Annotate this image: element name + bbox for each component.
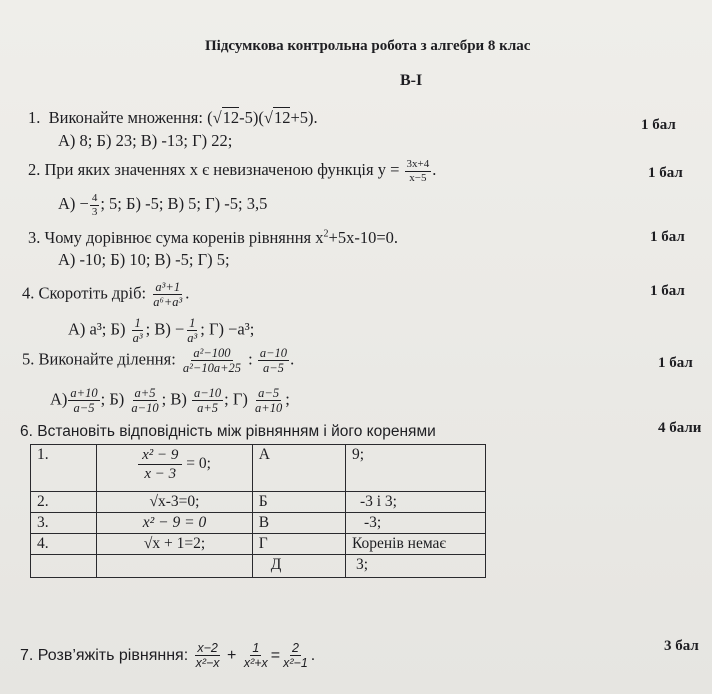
answers-5 [50,386,290,416]
fraction-denominator: x²−1 [283,656,308,671]
fraction-denominator: a−10 [131,401,159,416]
divisor-fraction [258,346,289,376]
question-number: 4. [22,283,35,303]
fraction-numerator: a−5 [258,386,280,400]
question-fraction [151,280,184,310]
points-2: 1 бал [648,165,683,181]
matching-table [30,444,486,578]
fraction-numerator: 2 [291,641,299,655]
fraction-denominator: a+5 [197,401,219,416]
question-text-end: . [310,647,316,665]
question-text-end: . [290,349,295,369]
answer-prefix: А) a³; Б) [68,319,126,339]
exponent: 2 [323,228,329,240]
question-text-end: +5). [290,108,318,127]
answer-label: ; В) [161,389,187,409]
letter-cell: Г [252,534,345,555]
fraction-numerator: x−2 [197,641,218,655]
variant-label: В-І [400,72,423,89]
question-text: Виконайте ділення: [38,349,176,369]
fraction-numerator: 4 [91,192,98,204]
table-row [31,534,486,555]
fraction-denominator: a³ [132,331,143,346]
points-1: 1 бал [641,117,676,133]
fraction-numerator: 3x+4 [406,158,430,170]
question-3 [28,228,398,248]
fraction-denominator: 3 [91,205,98,218]
fraction-denominator: a−5 [73,401,95,416]
plus-sign: + [227,647,237,665]
answer-fraction [253,386,284,416]
row-number: 3. [31,513,97,534]
table-row [31,492,486,513]
fraction-numerator: a³+1 [155,280,181,294]
fraction-numerator: a−10 [259,346,288,360]
question-text: Скоротіть дріб: [38,283,147,303]
answers-4 [68,316,254,346]
question-4 [22,280,189,310]
fraction-denominator: x²−x [195,656,220,671]
dividend-fraction [181,346,243,376]
sqrt-sign: √ [212,108,222,127]
root-cell: Коренів немає [345,534,485,555]
answer-label: ; Г) [224,389,248,409]
division-sign: : [248,349,253,369]
equation-tail: = 0; [186,455,211,473]
equation-cell: √x + 1=2; [97,534,252,555]
answer-fraction [185,316,199,346]
sqrt-radicand: 12 [222,108,240,127]
answer-middle: ; В) − [145,319,185,339]
root-cell: 3; [345,555,485,578]
root-cell: -3 і 3; [345,492,485,513]
table-row [31,555,486,578]
question-number: 2. [28,159,41,179]
page-title: Підсумкова контрольна робота з алгебри 8 клас [205,38,531,54]
question-text: Чому дорівнює сума коренів рівняння x [44,228,324,247]
points-5: 1 бал [658,355,693,371]
fraction-denominator: a−5 [263,361,284,376]
answers-1: А) 8; Б) 23; В) -13; Г) 22; [58,131,233,150]
fraction-denominator: a³ [187,331,198,346]
question-text-end: . [432,159,437,179]
answer-fraction [68,386,99,416]
fraction-numerator: 1 [252,641,260,655]
question-text-mid: -5)( [239,108,264,127]
question-text: При яких значеннях x є невизначеною функція y = [44,159,400,179]
points-7: 3 бал [664,638,699,654]
answers-2 [58,192,267,218]
equation-cell: x² − 9 = 0 [97,513,252,534]
letter-cell: Б [252,492,345,513]
answer-label: А) [50,389,68,409]
question-number: 3. [28,228,41,247]
question-text-end: +5x-10=0. [328,228,399,247]
answer-end: ; [285,389,290,409]
answer-rest: ; 5; Б) -5; В) 5; Г) -5; 3,5 [100,193,268,213]
equation-fraction [281,641,310,671]
answer-fraction [129,386,160,416]
question-5 [22,346,294,376]
table-row [31,513,486,534]
equation-fraction [138,446,182,483]
points-4: 1 бал [650,283,685,299]
root-cell: -3; [345,513,485,534]
equals-sign: = [270,647,281,665]
root-cell: 9; [345,445,485,492]
points-6: 4 бали [658,420,702,436]
fraction-numerator: a²−100 [193,346,231,360]
equation-fraction [242,641,270,671]
answers-3: А) -10; Б) 10; В) -5; Г) 5; [58,250,230,269]
row-number: 1. [31,445,97,492]
row-number: 4. [31,534,97,555]
table-row [31,445,486,492]
answer-fraction [192,386,223,416]
fraction-numerator: a+10 [70,386,98,400]
question-text-end: . [185,283,190,303]
question-7 [20,641,315,671]
question-text: 7. Розв’яжіть рівняння: [20,647,189,665]
equation-fraction [194,641,222,671]
equation-cell: √x-3=0; [97,492,252,513]
fraction-numerator: a−10 [193,386,222,400]
fraction-denominator: x−5 [409,171,427,184]
question-number: 5. [22,349,35,369]
row-number: 2. [31,492,97,513]
fraction-denominator: x²+x [243,656,268,671]
letter-cell: А [252,445,345,492]
points-3: 1 бал [650,229,685,245]
fraction-numerator: 1 [134,316,141,330]
question-number: 1. [28,108,41,127]
letter-cell: В [252,513,345,534]
answer-end: ; Г) −a³; [200,319,255,339]
question-text: Виконайте множення: ( [48,108,213,127]
question-6: 6. Встановіть відповідність між рівнянням і його коренями [20,423,436,440]
fraction-numerator: x² − 9 [138,446,182,465]
question-1 [28,108,318,128]
function-fraction [405,158,432,184]
fraction-denominator: a+10 [255,401,283,416]
answer-fraction [90,192,100,218]
fraction-denominator: a⁶+a³ [153,295,183,310]
question-2 [28,158,436,184]
fraction-denominator: a²−10a+25 [182,361,242,376]
fraction-numerator: 1 [189,316,196,330]
answer-label: ; Б) [100,389,125,409]
sqrt-sign: √ [263,108,273,127]
equation-cell [97,555,252,578]
equation-cell [97,445,252,492]
fraction-numerator: a+5 [134,386,156,400]
row-number [31,555,97,578]
sqrt-radicand: 12 [273,108,291,127]
letter-cell: Д [252,555,345,578]
fraction-denominator: x − 3 [144,466,177,482]
answer-prefix: А) − [58,193,89,213]
answer-fraction [131,316,145,346]
